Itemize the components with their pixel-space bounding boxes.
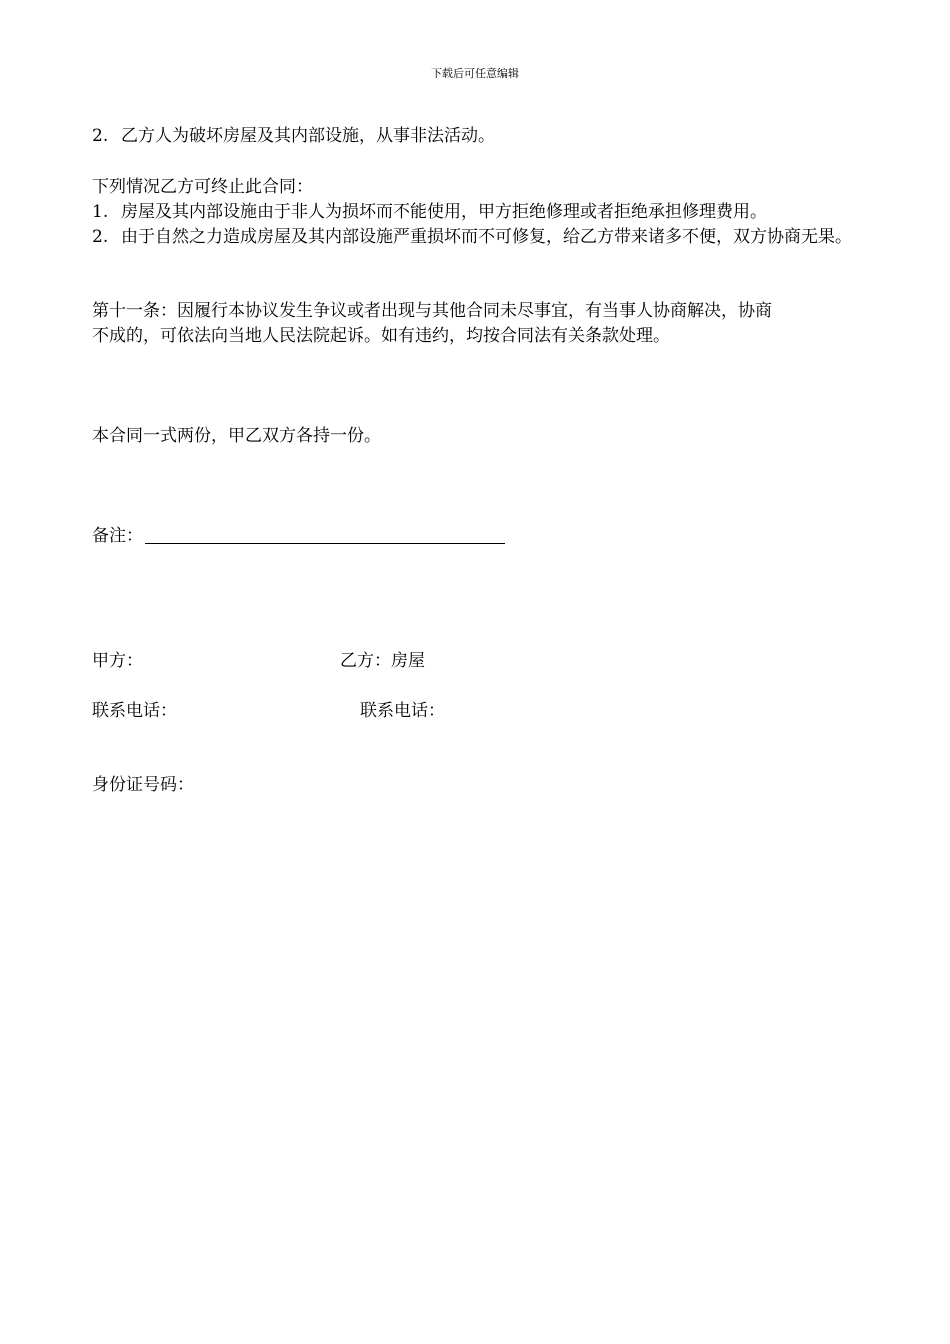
- list-item: [92, 124, 862, 149]
- list-item-number: 1.: [92, 202, 109, 222]
- clause-list-continued: [92, 124, 862, 149]
- party-a-phone-label: 联系电话：: [92, 701, 177, 721]
- article-11-line-2: 不成的，可依法向当地人民法院起诉。如有违约，均按合同法有关条款处理。: [92, 326, 670, 346]
- party-b-label: 乙方：房屋: [340, 651, 425, 671]
- remark-label: 备注：: [92, 526, 143, 546]
- remark-blank-line[interactable]: [145, 525, 505, 544]
- party-a-label: 甲方：: [92, 651, 143, 671]
- remark-row: [92, 524, 862, 549]
- article-11-line-1: 第十一条：因履行本协议发生争议或者出现与其他合同未尽事宜，有当事人协商解决，协商: [92, 301, 772, 321]
- termination-intro: 下列情况乙方可终止此合同：: [92, 177, 313, 197]
- list-item: [92, 200, 862, 225]
- termination-section: [92, 175, 862, 250]
- article-11: [92, 299, 862, 349]
- list-item-text: 由于自然之力造成房屋及其内部设施严重损坏而不可修复，给乙方带来诸多不便，双方协商无果。: [121, 227, 852, 247]
- copies-statement: 本合同一式两份，甲乙双方各持一份。: [92, 426, 381, 446]
- page-header: 下载后可任意编辑: [431, 67, 519, 80]
- list-item-number: 2.: [92, 227, 109, 247]
- list-item-text: 房屋及其内部设施由于非人为损坏而不能使用，甲方拒绝修理或者拒绝承担修理费用。: [121, 202, 767, 222]
- party-b-phone-label: 联系电话：: [360, 701, 445, 721]
- list-item-text: 乙方人为破坏房屋及其内部设施，从事非法活动。: [121, 126, 495, 146]
- id-number-label: 身份证号码：: [92, 775, 194, 795]
- list-item-number: 2.: [92, 126, 109, 146]
- list-item: [92, 225, 862, 250]
